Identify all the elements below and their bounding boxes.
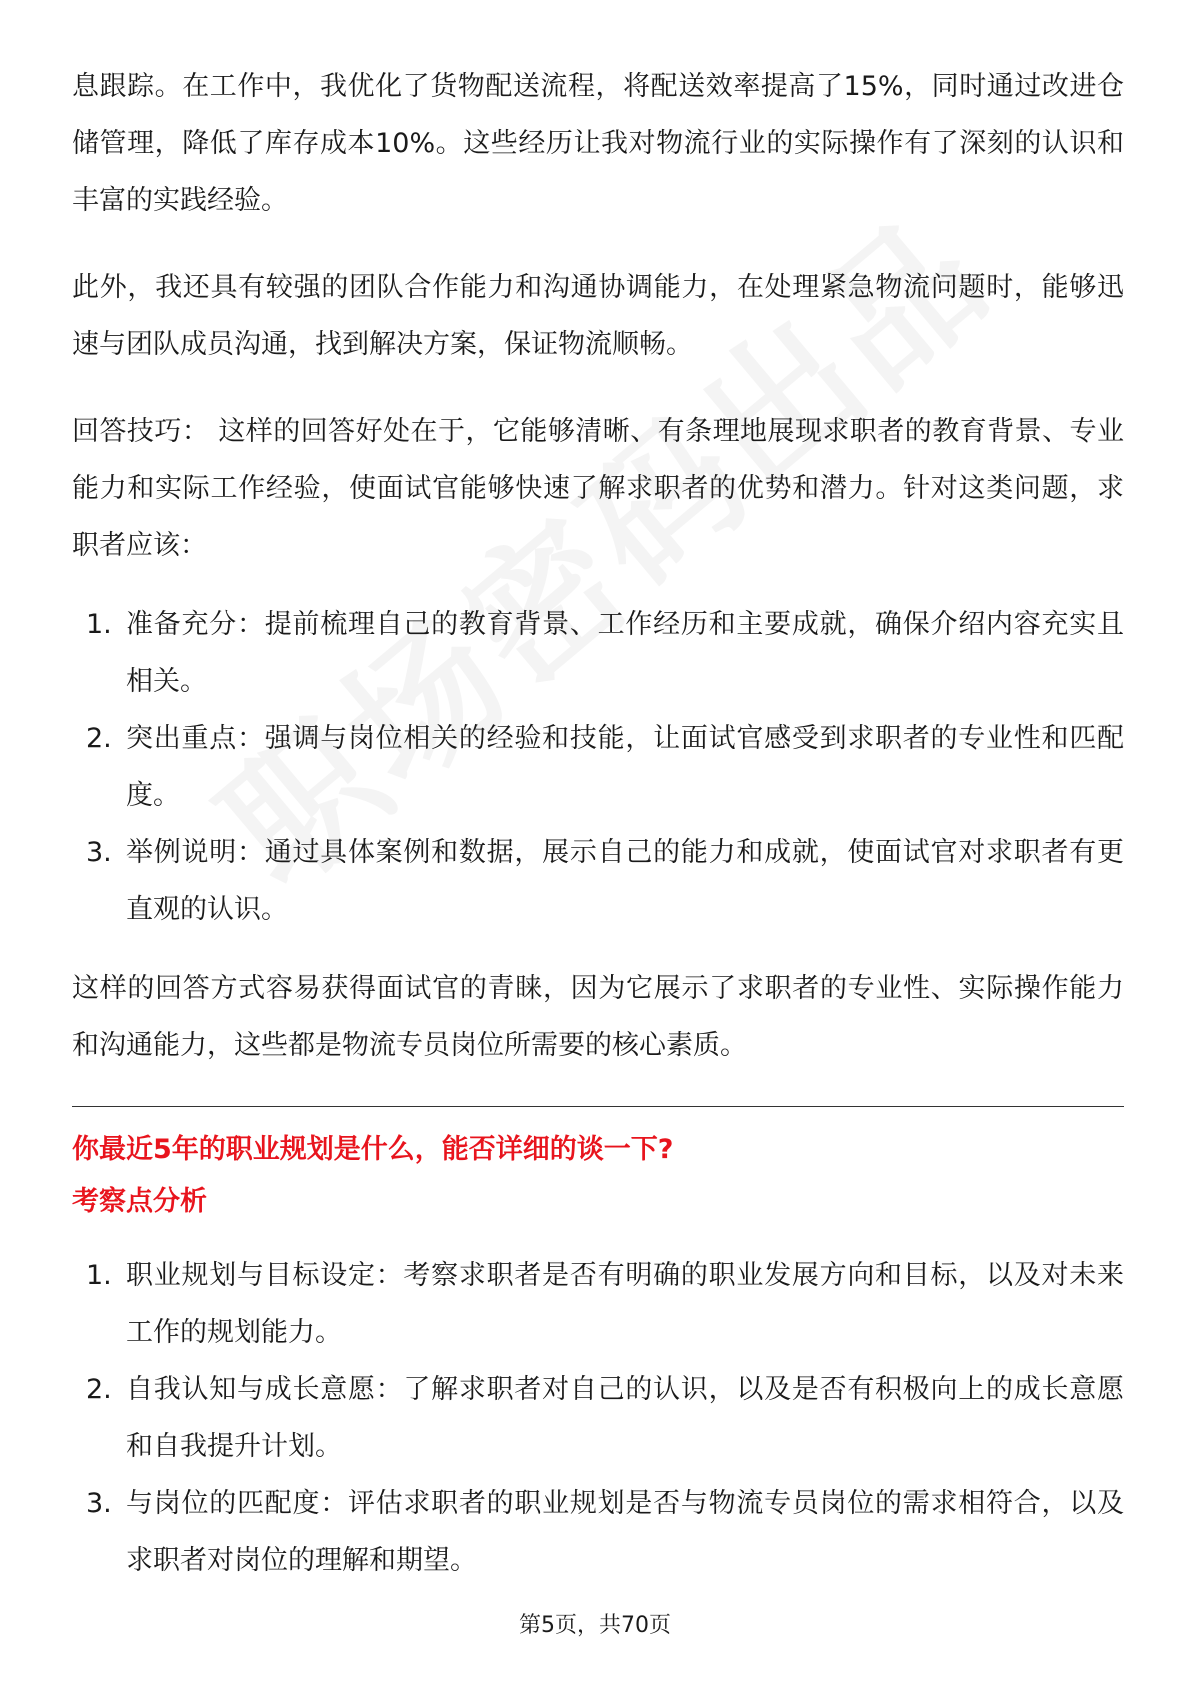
page-content: [72, 58, 1124, 1619]
section-divider: [72, 1106, 1124, 1107]
question-heading: 你最近5年的职业规划是什么，能否详细的谈一下?: [72, 1134, 674, 1165]
list-item-number: 1.: [86, 609, 112, 640]
list-item: [72, 1361, 1124, 1475]
list-item-number: 3.: [86, 1488, 112, 1519]
list-item: [72, 596, 1124, 710]
list-item: [72, 824, 1124, 938]
list-item-text: 职业规划与目标设定：考察求职者是否有明确的职业发展方向和目标，以及对未来工作的规划能力。: [126, 1260, 1124, 1348]
list-item-text: 与岗位的匹配度：评估求职者的职业规划是否与物流专员岗位的需求相符合，以及求职者对岗位的理解和期望。: [126, 1488, 1124, 1576]
body-paragraph: 息跟踪。在工作中，我优化了货物配送流程，将配送效率提高了15%，同时通过改进仓储管理，降低了库存成本10%。这些经历让我对物流行业的实际操作有了深刻的认识和丰富的实践经验。: [72, 71, 1124, 216]
list-item-number: 2.: [86, 723, 112, 754]
list-item: [72, 1247, 1124, 1361]
body-paragraph: 这样的回答方式容易获得面试官的青睐，因为它展示了求职者的专业性、实际操作能力和沟通能力，这些都是物流专员岗位所需要的核心素质。: [72, 973, 1124, 1061]
list-item-text: 突出重点：强调与岗位相关的经验和技能，让面试官感受到求职者的专业性和匹配度。: [126, 723, 1124, 811]
list-item-number: 2.: [86, 1374, 112, 1405]
analysis-list: [72, 1247, 1124, 1589]
answer-tips-paragraph: 回答技巧： 这样的回答好处在于，它能够清晰、有条理地展现求职者的教育背景、专业能力和实际工作经验，使面试官能够快速了解求职者的优势和潜力。针对这类问题，求职者应该：: [72, 416, 1124, 561]
body-paragraph: 此外，我还具有较强的团队合作能力和沟通协调能力，在处理紧急物流问题时，能够迅速与团队成员沟通，找到解决方案，保证物流顺畅。: [72, 272, 1124, 360]
analysis-heading: 考察点分析: [72, 1186, 207, 1217]
list-item: [72, 1475, 1124, 1589]
list-item-text: 举例说明：通过具体案例和数据，展示自己的能力和成就，使面试官对求职者有更直观的认识。: [126, 837, 1124, 925]
page-footer: 第5页，共70页: [519, 1613, 671, 1638]
list-item-text: 自我认知与成长意愿：了解求职者对自己的认识，以及是否有积极向上的成长意愿和自我提升计划。: [126, 1374, 1124, 1462]
list-item: [72, 710, 1124, 824]
tips-list: [72, 596, 1124, 938]
list-item-number: 3.: [86, 837, 112, 868]
list-item-text: 准备充分：提前梳理自己的教育背景、工作经历和主要成就，确保介绍内容充实且相关。: [126, 609, 1124, 697]
list-item-number: 1.: [86, 1260, 112, 1291]
